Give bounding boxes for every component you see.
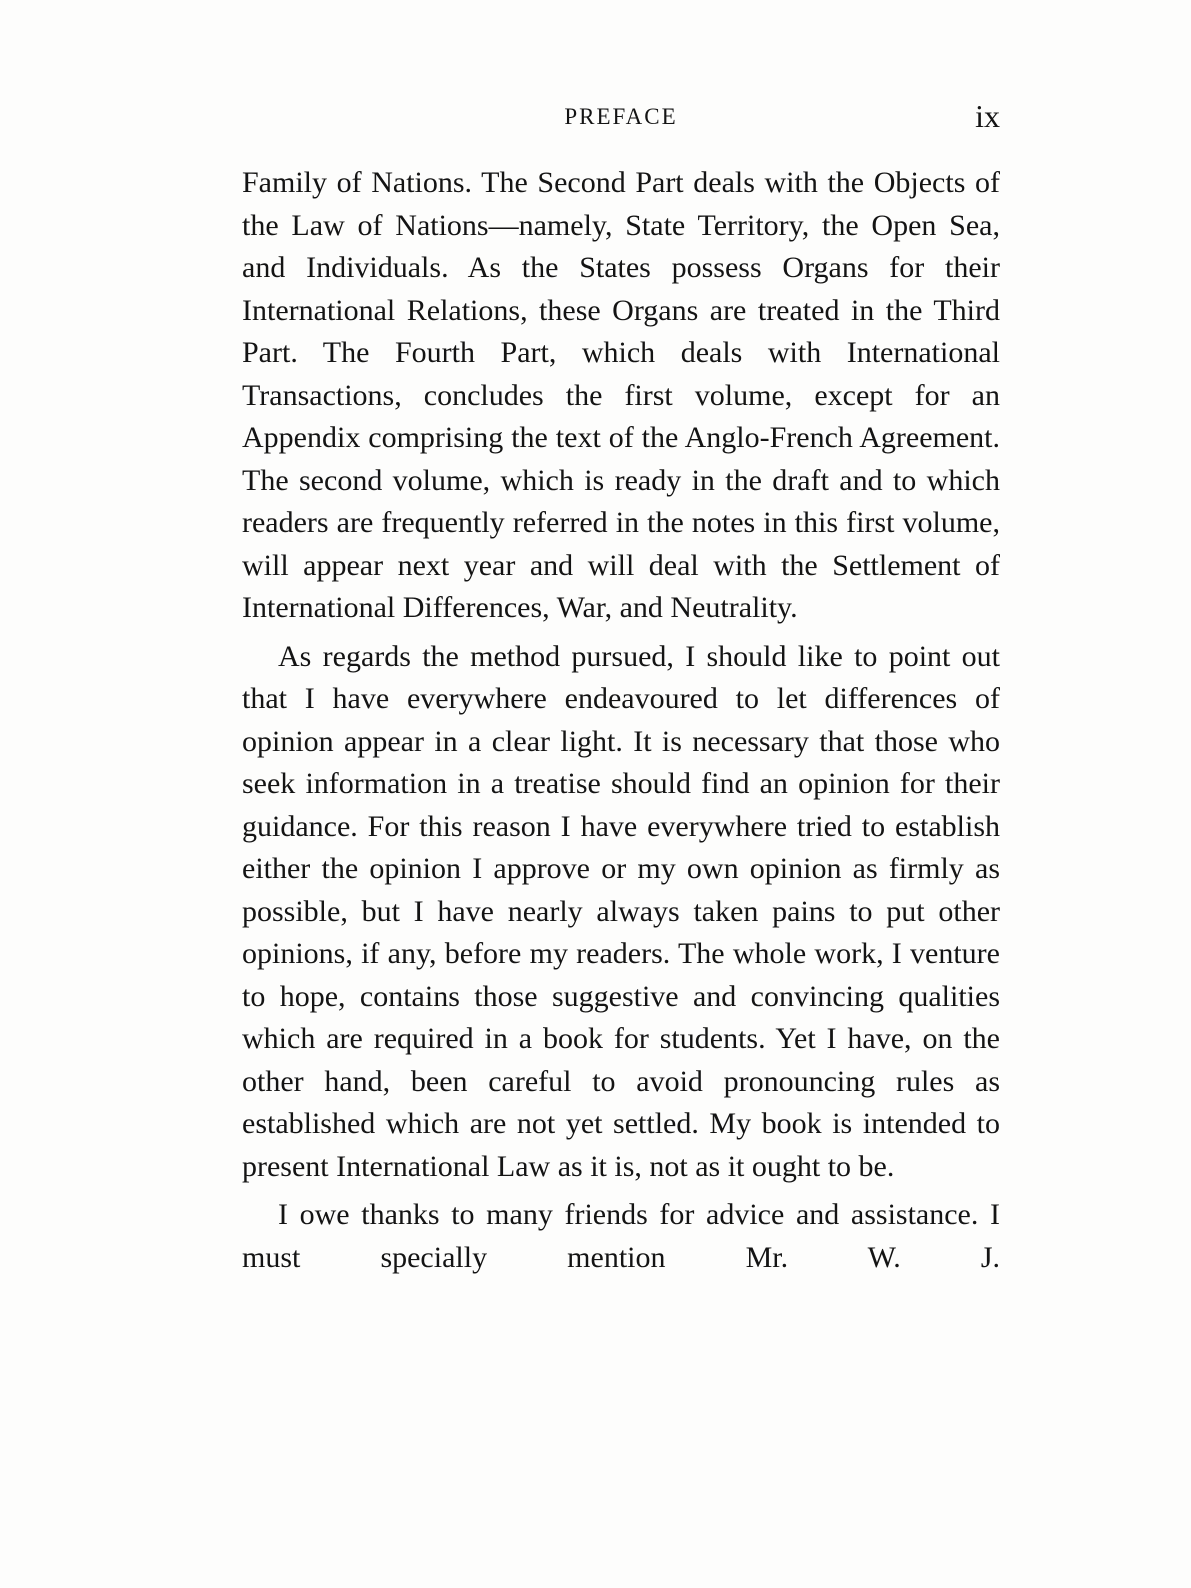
body-text	[242, 162, 1000, 1279]
page-number: ix	[975, 98, 1000, 134]
paragraph-1: Family of Nations. The Second Part deals with the Objects of the Law of Nations—namely, State Territory, the Open Sea, and Individuals. As the States possess Organs for their International Relations, these Organs are treated in the Third Part. The Fourth Part, which deals with International Transactions, concludes the first volume, except for an Appendix comprising the text of the Anglo-French Agreement. The second volume, which is ready in the draft and to which readers are frequently referred in the notes in this first volume, will appear next year and will deal with the Settlement of International Differences, War, and Neutrality.	[242, 166, 1000, 624]
running-head: PREFACE	[564, 104, 678, 129]
page-header	[242, 98, 1000, 138]
paragraph-3: I owe thanks to many friends for advice and assistance. I must specially mention Mr. W. J.	[242, 1198, 1000, 1274]
paragraph-2: As regards the method pursued, I should like to point out that I have everywhere endeavoured to let differences of opinion appear in a clear light. It is necessary that those who seek information in a treatise should find an opinion for their guidance. For this reason I have everywhere tried to establish either the opinion I approve or my own opinion as firmly as possible, but I have nearly always taken pains to put other opinions, if any, before my readers. The whole work, I venture to hope, contains those suggestive and convincing qualities which are required in a book for students. Yet I have, on the other hand, been careful to avoid pronouncing rules as established which are not yet settled. My book is intended to present International Law as it is, not as it ought to be.	[242, 639, 1000, 1183]
